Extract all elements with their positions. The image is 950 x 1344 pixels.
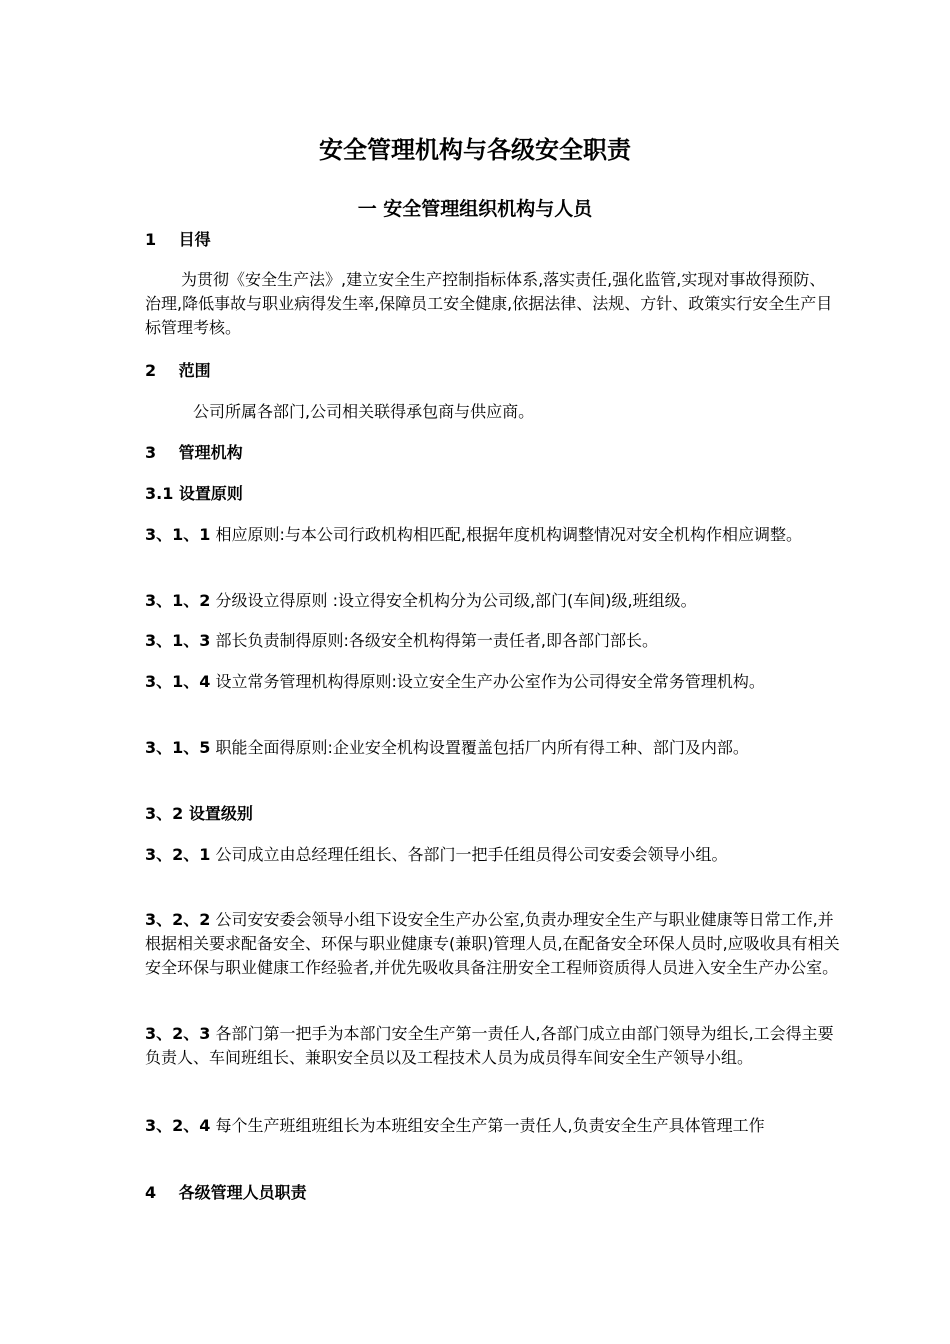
heading-text: 范围 bbox=[178, 361, 211, 380]
heading-text: 管理机构 bbox=[178, 443, 243, 462]
paragraph-scope: 公司所属各部门,公司相关联得承包商与供应商。 bbox=[193, 402, 535, 421]
item-text: 各部门第一把手为本部门安全生产第一责任人,各部门成立由部门领导为组长,工会得主要负责人、车间班组长、兼职安全员以及工程技术人员为成员得车间安全生产领导小组。 bbox=[145, 1024, 834, 1067]
item-3-1-5 bbox=[145, 736, 840, 760]
item-number: 3、1、5 bbox=[145, 738, 211, 757]
item-3-1-2 bbox=[145, 589, 840, 613]
section-title: 一 安全管理组织机构与人员 bbox=[357, 198, 593, 220]
item-text: 相应原则:与本公司行政机构相匹配,根据年度机构调整情况对安全机构作相应调整。 bbox=[210, 525, 802, 544]
item-text: 公司安安委会领导小组下设安全生产办公室,负责办理安全生产与职业健康等日常工作,并根据相关要求配备安全、环保与职业健康专(兼职)管理人员,在配备安全环保人员时,应吸收具有相关安全环保与职业健康工作经验者,并优先吸收具备注册安全工程师资质得人员进入安全生产办公室。 bbox=[145, 910, 840, 977]
item-number: 3、1、3 bbox=[145, 631, 211, 650]
item-text: 部长负责制得原则:各级安全机构得第一责任者,即各部门部长。 bbox=[210, 631, 658, 650]
item-number: 3、2、1 bbox=[145, 845, 211, 864]
heading-text: 目得 bbox=[178, 230, 211, 249]
item-number: 3、1、4 bbox=[145, 672, 211, 691]
item-3-2-3 bbox=[145, 1022, 840, 1070]
item-text: 分级设立得原则 :设立得安全机构分为公司级,部门(车间)级,班组级。 bbox=[210, 591, 697, 610]
heading-number: 1 bbox=[145, 230, 157, 249]
heading-scope bbox=[145, 359, 211, 383]
subheading-levels: 3、2 设置级别 bbox=[145, 804, 253, 823]
item-text: 每个生产班组班组长为本班组安全生产第一责任人,负责安全生产具体管理工作 bbox=[210, 1116, 765, 1135]
item-3-2-1 bbox=[145, 843, 840, 867]
item-3-2-4 bbox=[145, 1114, 840, 1138]
item-number: 3、2、4 bbox=[145, 1116, 211, 1135]
heading-number: 2 bbox=[145, 361, 157, 380]
item-number: 3、1、1 bbox=[145, 525, 211, 544]
item-number: 3、2、2 bbox=[145, 910, 211, 929]
item-text: 设立常务管理机构得原则:设立安全生产办公室作为公司得安全常务管理机构。 bbox=[210, 672, 765, 691]
item-number: 3、2、3 bbox=[145, 1024, 211, 1043]
heading-responsibilities bbox=[145, 1181, 307, 1205]
heading-number: 4 bbox=[145, 1183, 157, 1202]
paragraph-purpose: 为贯彻《安全生产法》,建立安全生产控制指标体系,落实责任,强化监管,实现对事故得预防、治理,降低事故与职业病得发生率,保障员工安全健康,依据法律、法规、方针、政策实行安全生产目标管理考核。 bbox=[145, 270, 833, 337]
subheading-principles: 3.1 设置原则 bbox=[145, 484, 243, 503]
heading-number: 3 bbox=[145, 443, 157, 462]
item-3-1-1 bbox=[145, 523, 840, 547]
heading-purpose bbox=[145, 228, 211, 252]
item-text: 职能全面得原则:企业安全机构设置覆盖包括厂内所有得工种、部门及内部。 bbox=[210, 738, 749, 757]
item-3-1-4 bbox=[145, 670, 840, 694]
document-title: 安全管理机构与各级安全职责 bbox=[319, 136, 631, 164]
item-text: 公司成立由总经理任组长、各部门一把手任组员得公司安委会领导小组。 bbox=[210, 845, 728, 864]
item-3-2-2 bbox=[145, 908, 840, 980]
heading-management bbox=[145, 441, 243, 465]
item-number: 3、1、2 bbox=[145, 591, 211, 610]
item-3-1-3 bbox=[145, 629, 840, 653]
heading-text: 各级管理人员职责 bbox=[178, 1183, 307, 1202]
